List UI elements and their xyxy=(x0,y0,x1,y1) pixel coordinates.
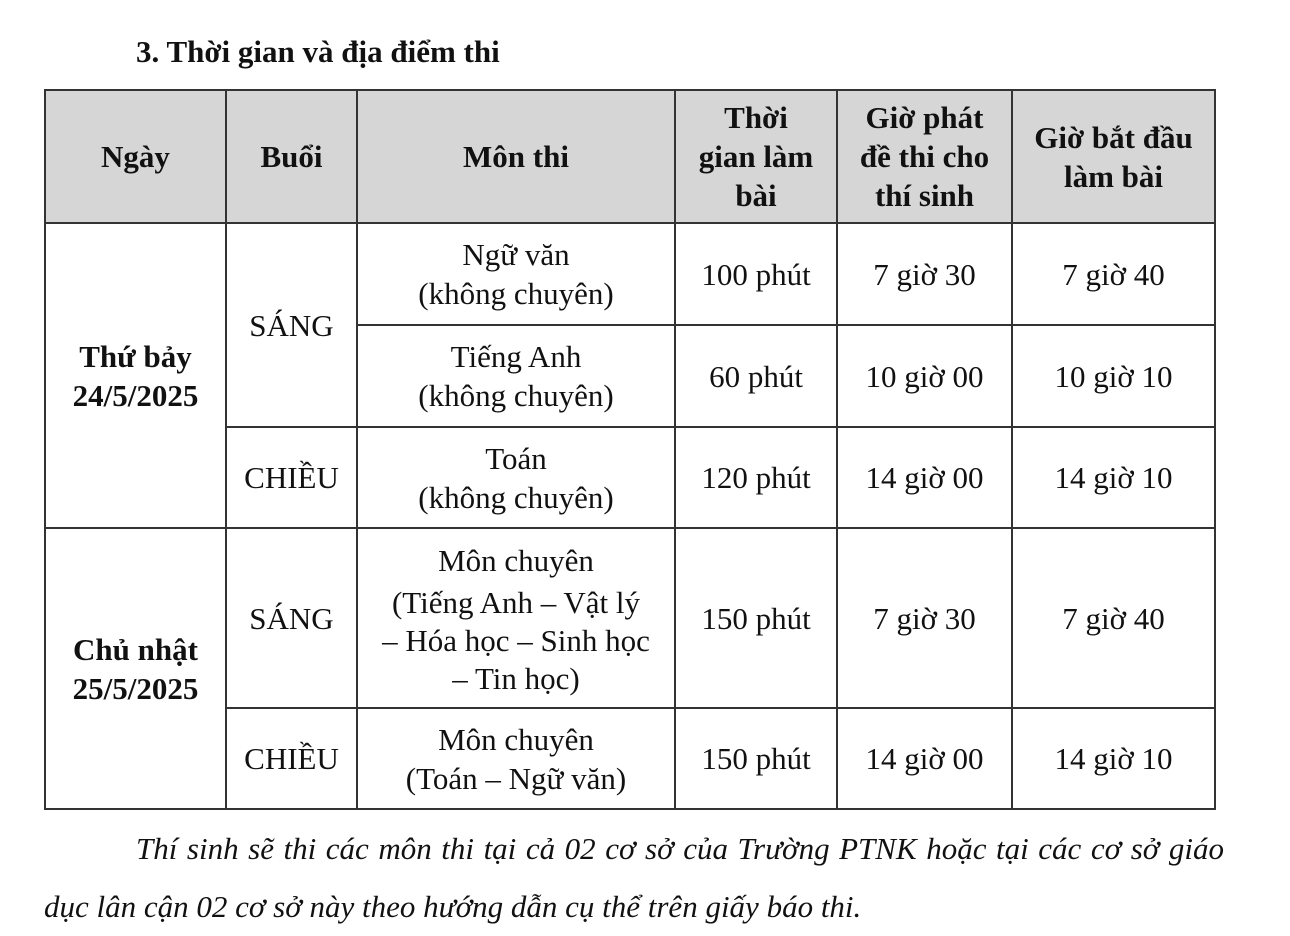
header-start-time: Giờ bắt đầu làm bài xyxy=(1012,90,1215,223)
section-title: 3. Thời gian và địa điểm thi xyxy=(136,34,500,69)
duration-cell: 150 phút xyxy=(675,708,837,809)
header-session: Buổi xyxy=(226,90,357,223)
paper-time-cell: 14 giờ 00 xyxy=(837,427,1012,528)
header-subject: Môn thi xyxy=(357,90,675,223)
header-duration: Thời gian làm bài xyxy=(675,90,837,223)
subject-cell: Môn chuyên (Toán – Ngữ văn) xyxy=(357,708,675,809)
day-cell-saturday: Thứ bảy 24/5/2025 xyxy=(45,223,226,528)
paper-time-cell: 7 giờ 30 xyxy=(837,528,1012,708)
subject-cell: Môn chuyên (Tiếng Anh – Vật lý – Hóa học – Sinh học – Tin học) xyxy=(357,528,675,708)
subject-cell: Ngữ văn (không chuyên) xyxy=(357,223,675,325)
start-time-cell: 14 giờ 10 xyxy=(1012,427,1215,528)
header-paper-time: Giờ phát đề thi cho thí sinh xyxy=(837,90,1012,223)
duration-cell: 60 phút xyxy=(675,325,837,427)
duration-cell: 100 phút xyxy=(675,223,837,325)
session-cell: SÁNG xyxy=(226,528,357,708)
exam-location-note: Thí sinh sẽ thi các môn thi tại cả 02 cơ sở của Trường PTNK hoặc tại các cơ sở giáo dục lân cận 02 cơ sở này theo hướng dẫn cụ thể trên giấy báo thi. xyxy=(44,831,1224,924)
exam-schedule-table xyxy=(44,89,1216,810)
day-cell-sunday: Chủ nhật 25/5/2025 xyxy=(45,528,226,809)
session-cell: CHIỀU xyxy=(226,708,357,809)
start-time-cell: 14 giờ 10 xyxy=(1012,708,1215,809)
header-day: Ngày xyxy=(45,90,226,223)
duration-cell: 150 phút xyxy=(675,528,837,708)
start-time-cell: 7 giờ 40 xyxy=(1012,528,1215,708)
paper-time-cell: 14 giờ 00 xyxy=(837,708,1012,809)
table-header-row xyxy=(45,90,1215,223)
subject-cell: Tiếng Anh (không chuyên) xyxy=(357,325,675,427)
session-cell: SÁNG xyxy=(226,223,357,427)
duration-cell: 120 phút xyxy=(675,427,837,528)
table-row xyxy=(45,223,1215,325)
start-time-cell: 7 giờ 40 xyxy=(1012,223,1215,325)
subject-cell: Toán (không chuyên) xyxy=(357,427,675,528)
paper-time-cell: 10 giờ 00 xyxy=(837,325,1012,427)
paper-time-cell: 7 giờ 30 xyxy=(837,223,1012,325)
session-cell: CHIỀU xyxy=(226,427,357,528)
start-time-cell: 10 giờ 10 xyxy=(1012,325,1215,427)
table-row xyxy=(45,528,1215,708)
